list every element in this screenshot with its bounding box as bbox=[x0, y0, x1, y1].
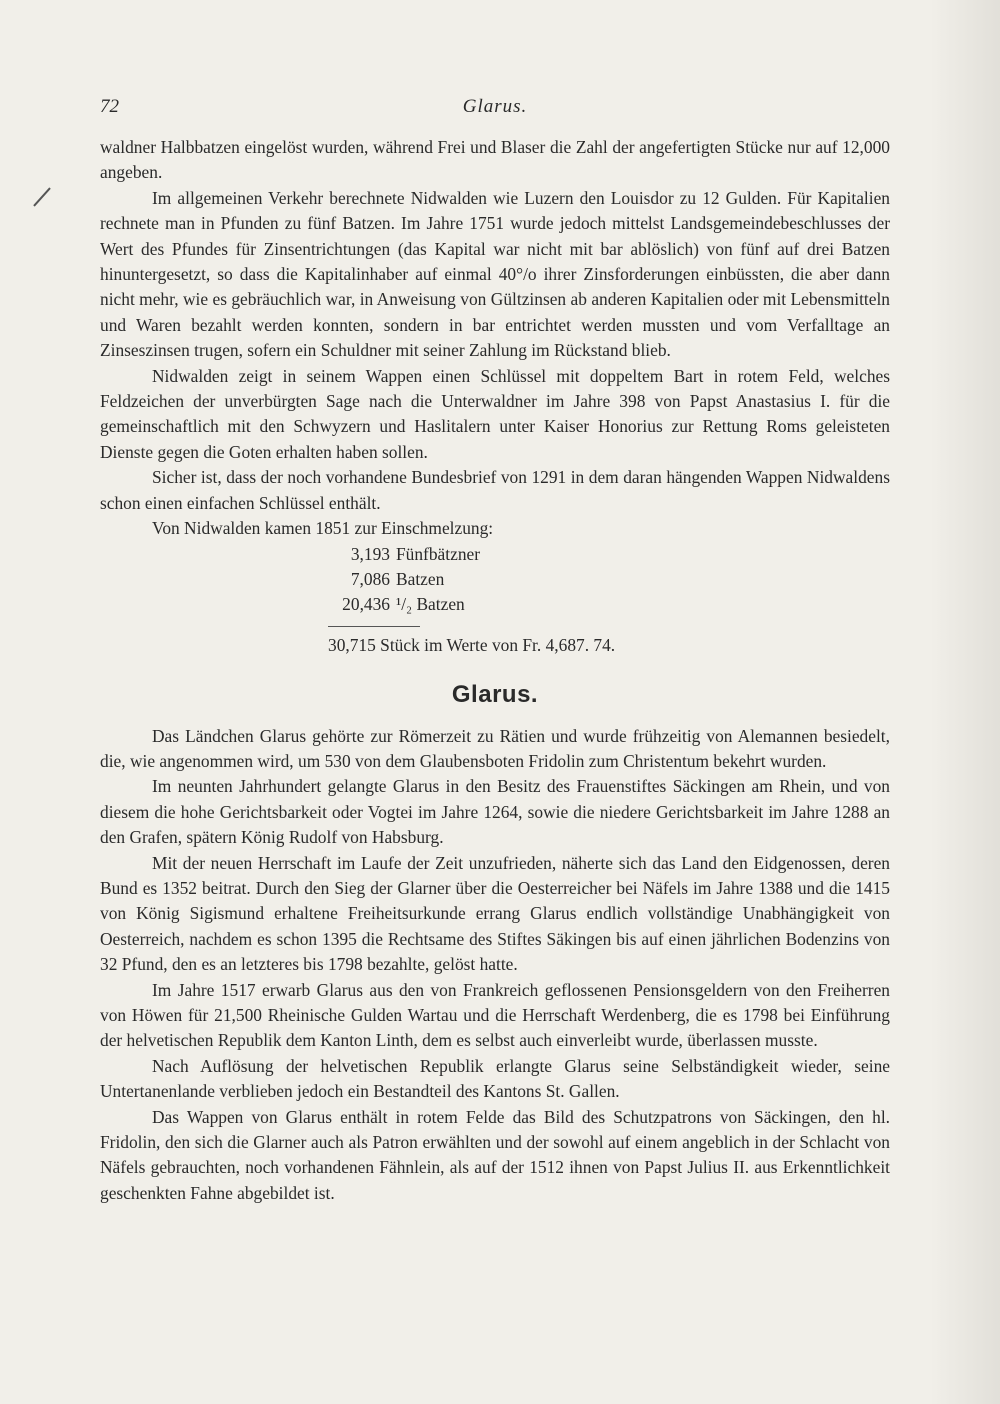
page-header bbox=[100, 96, 890, 126]
tally-sum-rule bbox=[328, 626, 420, 627]
margin-pencil-mark bbox=[33, 187, 51, 206]
tally-quantity: 3,193 bbox=[350, 543, 390, 564]
paragraph-glarus-5: Nach Auflösung der helvetischen Republik erlangte Glarus seine Selbständigkeit wieder, seine Untertanenlande verblieben jedoch ein Bestandteil des Kantons St. Gallen. bbox=[100, 1055, 890, 1102]
section-heading-glarus: Glarus. bbox=[451, 681, 539, 709]
coin-tally bbox=[328, 542, 748, 659]
page-edge-shadow bbox=[930, 0, 1000, 1404]
paragraph-glarus-6: Das Wappen von Glarus enthält in rotem Felde das Bild des Schutzpatrons von Säckingen, den hl. Fridolin, den sich die Glarner auch als Patron erwählten und der sowohl auf einem angeblich in der Schlacht von Näfels gebrauchten, noch vorhandenen Fähnlein, als auf der 1512 ihnen von Papst Julius II. aus Erkenntlichkeit geschenkten Fahne abgebildet ist. bbox=[100, 1106, 890, 1203]
tally-row bbox=[328, 542, 748, 567]
tally-quantity: 7,086 bbox=[350, 568, 390, 589]
paragraph-bundesbrief: Sicher ist, dass der noch vorhandene Bundesbrief von 1291 in dem daran hängenden Wappen Nidwaldens schon einen einfachen Schlüssel enthält. bbox=[100, 467, 890, 513]
paragraph-continuation: waldner Halbbatzen eingelöst wurden, während Frei und Blaser die Zahl der angefertigten Stücke nur auf 12,000 angeben. bbox=[100, 137, 890, 183]
tally-quantity: 20,436 bbox=[342, 594, 390, 615]
paragraph-glarus-1: Das Ländchen Glarus gehörte zur Römerzeit zu Rätien und wurde frühzeitig von Alemannen besiedelt, die, wie angenommen wird, um 530 von dem Glaubensboten Fridolin zum Christentum bekehrt wurden. bbox=[100, 725, 890, 771]
tally-item: Fünfbätzner bbox=[396, 543, 481, 564]
tally-row bbox=[328, 567, 748, 592]
paragraph-einschmelzung: Von Nidwalden kamen 1851 zur Einschmelzung: bbox=[152, 518, 494, 539]
paragraph-glarus-3: Mit der neuen Herrschaft im Laufe der Zeit unzufrieden, näherte sich das Land den Eidgenossen, deren Bund es 1352 beitrat. Durch den Sieg der Glarner über die Oesterreicher bei Näfels im Jahre 1388 und die 1415 von König Sigismund erhaltene Freiheitsurkunde errang Glarus endlich vollständige Unabhängigkeit von Oesterreich, nachdem es schon 1395 die Rechtsame des Stiftes Säkingen bis auf einen jährlichen Bodenzins von 32 Pfund, den es an letzteres bis 1798 bezahlte, gelöst hatte. bbox=[100, 852, 890, 975]
tally-item: ¹/₂ Batzen bbox=[396, 594, 465, 615]
running-head: Glarus. bbox=[462, 96, 528, 117]
paragraph-wappen-nidwalden: Nidwalden zeigt in seinem Wappen einen Schlüssel mit doppeltem Bart in rotem Feld, welches Feldzeichen der unverbürgten Sage nach die Unterwaldner im Jahre 398 von Papst Anastasius I. für die gemeinschaftlich mit den Schwyzern und Haslitalern unter Kaiser Honorius zur Rettung Roms geleisteten Dienste gegen die Goten erhalten haben sollen. bbox=[100, 365, 890, 462]
paragraph-glarus-4: Im Jahre 1517 erwarb Glarus aus den von Frankreich geflossenen Pensionsgeldern von den Freiherren von Höwen für 21,500 Rheinische Gulden Wartau und die Herrschaft Werdenberg, die es 1798 bei Einführung der helvetischen Republik dem Kanton Linth, dem es selbst auch einverleibt wurde, überlassen musste. bbox=[100, 979, 890, 1051]
paragraph-glarus-2: Im neunten Jahrhundert gelangte Glarus in den Besitz des Frauenstiftes Säckingen am Rhein, und von diesem die hohe Gerichtsbarkeit oder Vogtei im Jahre 1264, sowie die niedere Gerichtsbarkeit im Jahre 1288 an den Grafen, spätern König Rudolf von Habsburg. bbox=[100, 776, 890, 848]
paragraph-verkehr: Im allgemeinen Verkehr berechnete Nidwalden wie Luzern den Louisdor zu 12 Gulden. Für Kapitalien rechnete man in Pfunden zu fünf Batzen. Im Jahre 1751 wurde jedoch mittelst Landsgemeindebeschlusses der Wert des Pfundes für Zinsentrichtungen (das Kapital war nicht mit bar ablöslich) von fünf auf drei Batzen hinuntergesetzt, so dass die Kapitalinhaber auf einmal 40°/o ihrer Zinsforderungen einbüssten, die aber dann nicht mehr, wie es gebräuchlich war, in Anweisung von Gültzinsen ab anderen Kapitalien oder mit Lebensmitteln und Waren bezahlt werden konnten, sondern in bar entrichtet werden mussten und vom Verfalltage an Zinseszinsen trugen, sofern ein Schuldner mit seiner Zahlung im Rückstand blieb. bbox=[100, 187, 890, 361]
page-body bbox=[100, 135, 890, 1206]
tally-row bbox=[328, 592, 748, 617]
tally-item: Batzen bbox=[396, 568, 445, 589]
page-number: 72 bbox=[100, 96, 119, 117]
tally-total: 30,715 Stück im Werte von Fr. 4,687. 74. bbox=[328, 634, 616, 655]
